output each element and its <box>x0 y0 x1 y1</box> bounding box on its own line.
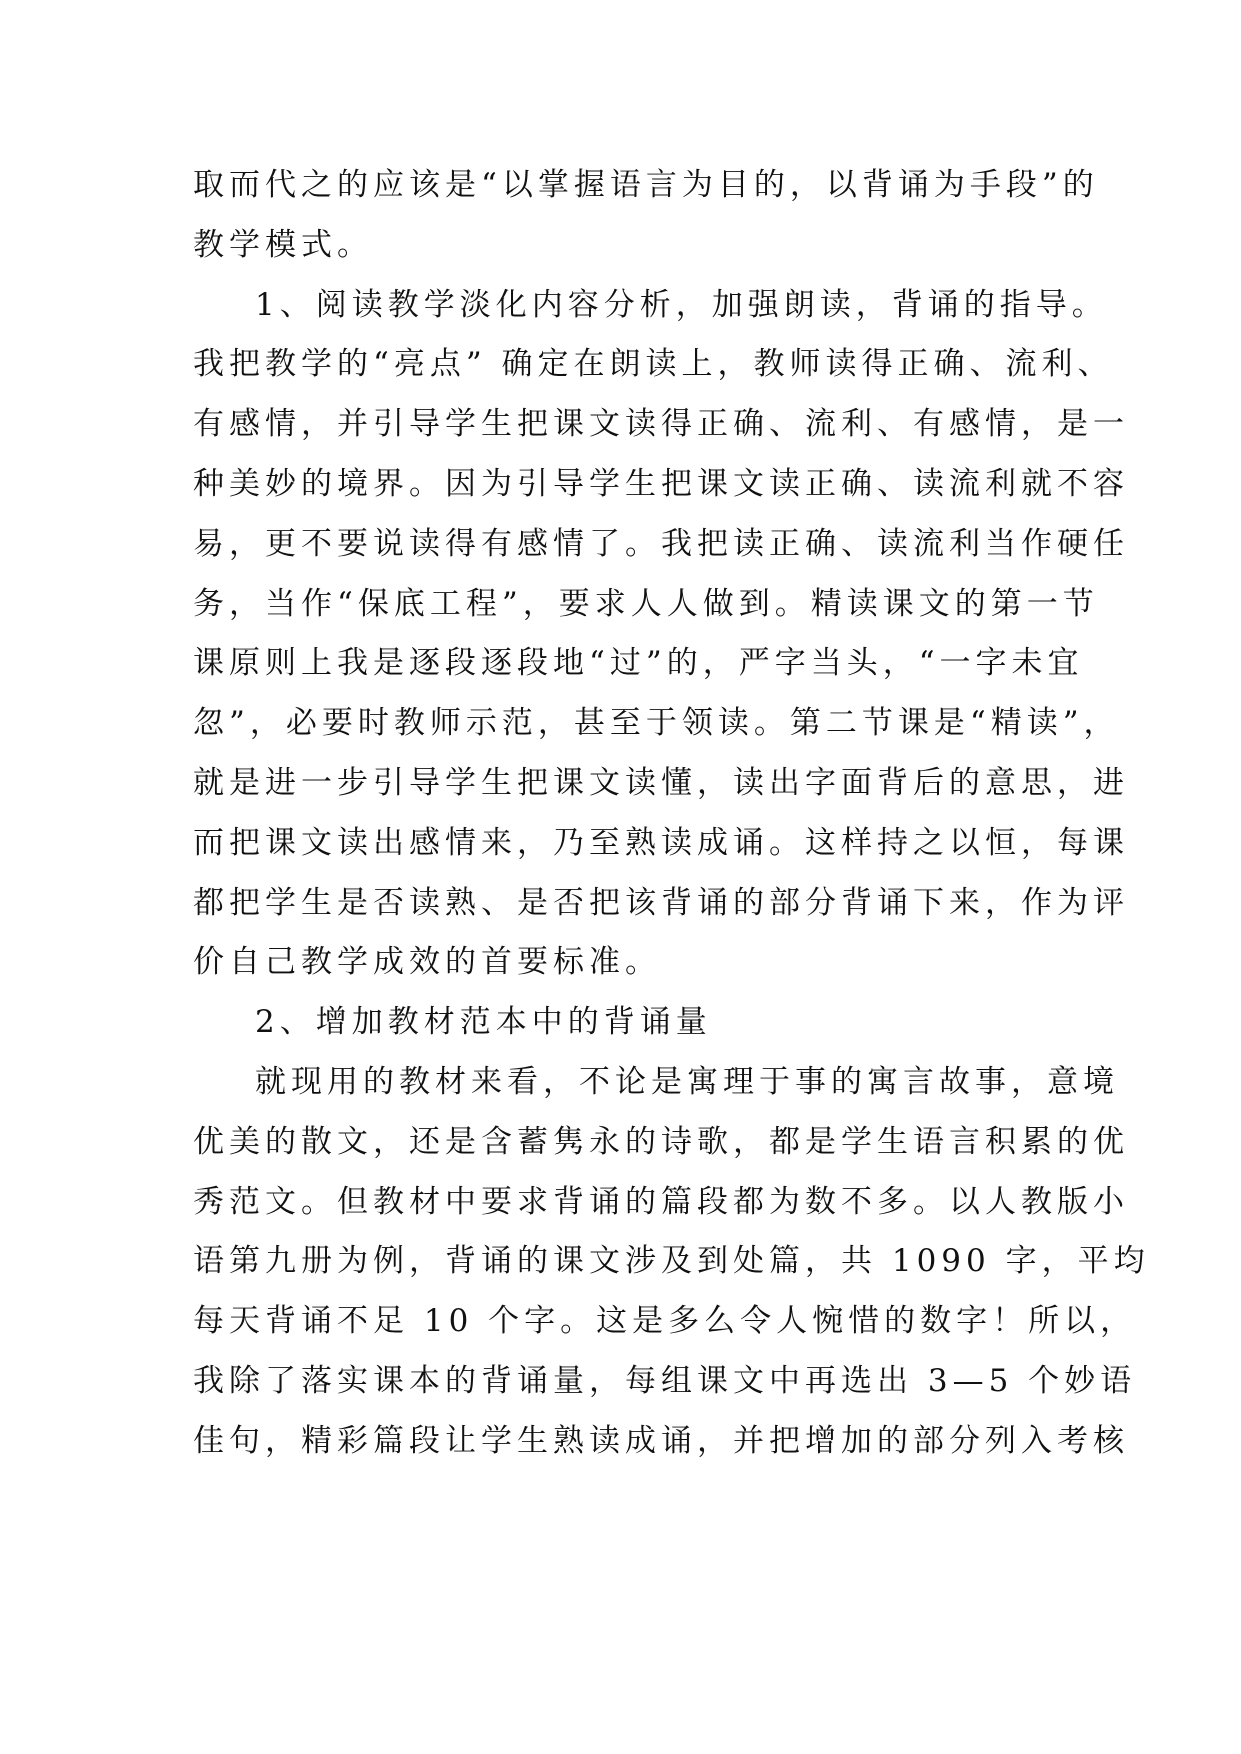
text-line-10: 忽”，必要时教师示范，甚至于领读。第二节课是“精读”， <box>193 705 1120 742</box>
body-text <box>193 156 1150 1472</box>
text-line-17: 优美的散文，还是含蓄隽永的诗歌，都是学生语言积累的优 <box>193 1123 1129 1160</box>
text-line-1: 取而代之的应该是“以掌握语言为目的，以背诵为手段”的 <box>193 167 1099 203</box>
text-line-9: 课原则上我是逐段逐段地“过”的，严字当头，“一字未宜 <box>193 645 1084 682</box>
text-line-21: 我除了落实课本的背诵量，每组课文中再选出 3—5 个妙语 <box>193 1362 1137 1399</box>
text-line-20: 每天背诵不足 10 个字。这是多么令人惋惜的数字！所以， <box>193 1303 1137 1340</box>
text-line-5: 有感情，并引导学生把课文读得正确、流利、有感情，是一 <box>193 406 1129 443</box>
text-line-12: 而把课文读出感情来，乃至熟读成诵。这样持之以恒，每课 <box>193 824 1129 861</box>
text-line-6: 种美妙的境界。因为引导学生把课文读正确、读流利就不容 <box>193 465 1129 502</box>
text-line-13: 都把学生是否读熟、是否把该背诵的部分背诵下来，作为评 <box>193 884 1129 921</box>
text-line-18: 秀范文。但教材中要求背诵的篇段都为数不多。以人教版小 <box>193 1183 1129 1220</box>
text-line-22: 佳句，精彩篇段让学生熟读成诵，并把增加的部分列入考核 <box>193 1422 1129 1459</box>
text-line-8: 务，当作“保底工程”，要求人人做到。精读课文的第一节 <box>193 585 1099 622</box>
text-line-19: 语第九册为例，背诵的课文涉及到处篇，共 1090 字，平均 <box>193 1243 1150 1280</box>
text-line-16: 就现用的教材来看，不论是寓理于事的寓言故事，意境 <box>255 1063 1119 1100</box>
text-line-15: 2、增加教材范本中的背诵量 <box>255 1004 712 1041</box>
text-line-2: 教学模式。 <box>193 226 373 263</box>
text-line-7: 易，更不要说读得有感情了。我把读正确、读流利当作硬任 <box>193 525 1129 562</box>
text-line-3: 1、阅读教学淡化内容分析，加强朗读，背诵的指导。 <box>255 286 1108 323</box>
text-line-14: 价自己教学成效的首要标准。 <box>193 944 661 981</box>
text-line-11: 就是进一步引导学生把课文读懂，读出字面背后的意思，进 <box>193 764 1129 801</box>
text-line-4: 我把教学的“亮点” 确定在朗读上，教师读得正确、流利、 <box>193 346 1114 383</box>
